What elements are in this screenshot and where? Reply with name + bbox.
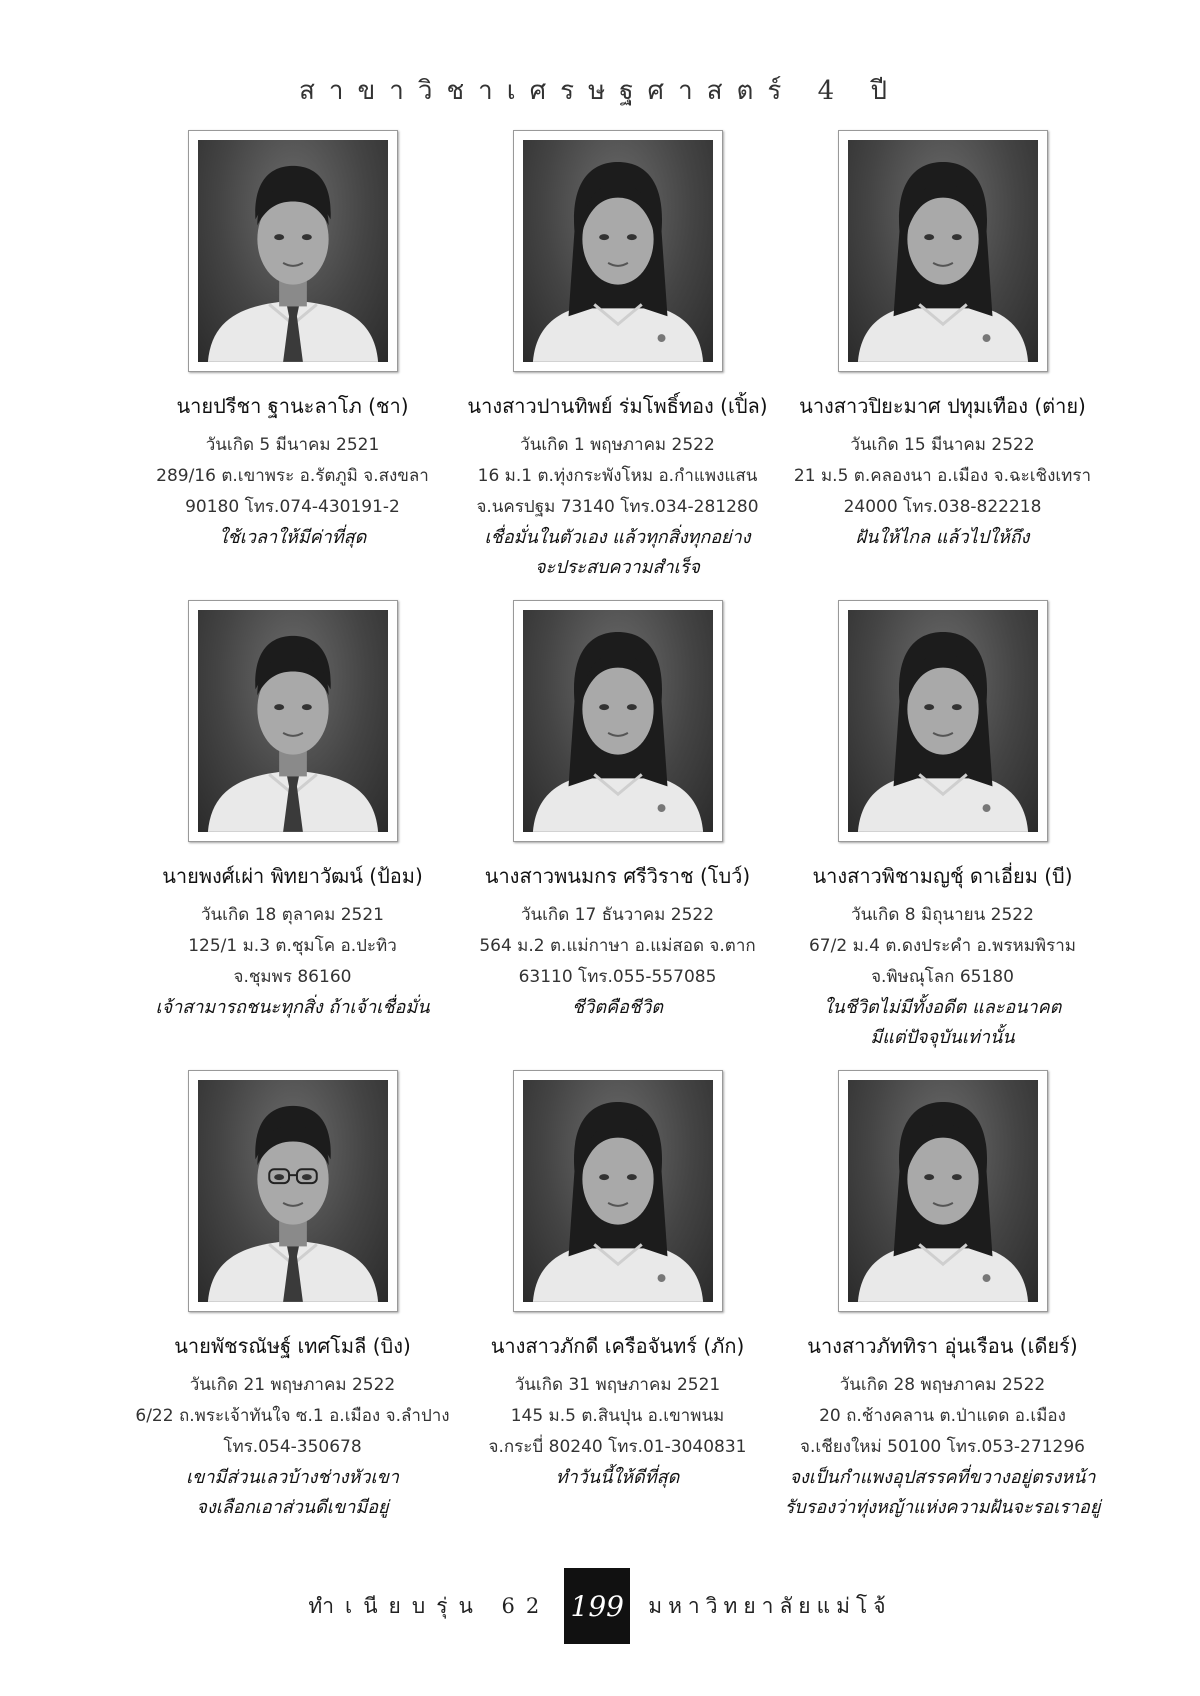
student-photo-frame bbox=[838, 1070, 1048, 1312]
student-name: นายพัชรณัษฐ์ เทศโมลี (บิง) bbox=[174, 1334, 411, 1358]
student-name: นายพงศ์เผ่า พิทยาวัฒน์ (ป้อม) bbox=[162, 864, 423, 888]
student-address bbox=[135, 1401, 449, 1463]
student-address-line: 145 ม.5 ต.สินปุน อ.เขาพนม bbox=[510, 1406, 725, 1426]
portrait-silhouette bbox=[848, 140, 1038, 362]
student-motto bbox=[484, 523, 750, 583]
student-address-line: จ.เชียงใหม่ 50100 โทร.053-271296 bbox=[800, 1437, 1085, 1457]
student-grid bbox=[130, 130, 1105, 1540]
student-address-line: จ.นครปฐม 73140 โทร.034-281280 bbox=[476, 497, 759, 517]
student-address-line: 16 ม.1 ต.ทุ่งกระพังโหม อ.กำแพงแสน bbox=[477, 466, 758, 486]
student-birthdate: วันเกิด 21 พฤษภาคม 2522 bbox=[189, 1375, 396, 1395]
student-address bbox=[794, 461, 1091, 523]
student-card bbox=[455, 130, 780, 600]
student-card bbox=[455, 600, 780, 1070]
student-motto bbox=[856, 523, 1030, 553]
student-address-line: 21 ม.5 ต.คลองนา อ.เมือง จ.ฉะเชิงเทรา bbox=[793, 466, 1092, 486]
student-card bbox=[780, 1070, 1105, 1540]
student-motto-line: ทำวันนี้ให้ดีที่สุด bbox=[555, 1467, 680, 1488]
student-card bbox=[780, 130, 1105, 600]
student-motto-line: เจ้าสามารถชนะทุกสิ่ง ถ้าเจ้าเชื่อมั่น bbox=[155, 997, 430, 1018]
student-birthdate: วันเกิด 15 มีนาคม 2522 bbox=[850, 435, 1035, 455]
student-name: นางสาวภักดี เครือจันทร์ (ภัก) bbox=[490, 1334, 745, 1358]
student-photo-frame bbox=[838, 600, 1048, 842]
student-card bbox=[780, 600, 1105, 1070]
portrait-silhouette bbox=[523, 1080, 713, 1302]
portrait-silhouette bbox=[198, 610, 388, 832]
student-name: นางสาวภัททิรา อุ่นเรือน (เดียร์) bbox=[807, 1334, 1078, 1358]
student-motto bbox=[824, 993, 1062, 1053]
student-address-line: 20 ถ.ช้างคลาน ต.ป่าแดด อ.เมือง bbox=[819, 1406, 1066, 1426]
student-photo-frame bbox=[513, 130, 723, 372]
student-photo bbox=[848, 140, 1038, 362]
student-address-line: 63110 โทร.055-557085 bbox=[518, 967, 717, 987]
student-photo bbox=[198, 140, 388, 362]
student-photo bbox=[848, 1080, 1038, 1302]
student-address-line: 24000 โทร.038-822218 bbox=[843, 497, 1042, 517]
student-address-line: 125/1 ม.3 ต.ชุมโค อ.ปะทิว bbox=[188, 936, 397, 956]
student-address-line: จ.กระบี่ 80240 โทร.01-3040831 bbox=[488, 1437, 747, 1457]
student-card bbox=[455, 1070, 780, 1540]
student-address bbox=[489, 1401, 747, 1463]
student-address-line: จ.พิษณุโลก 65180 bbox=[871, 967, 1014, 987]
student-motto-line: เชื่อมั่นในตัวเอง แล้วทุกสิ่งทุกอย่าง bbox=[484, 527, 751, 548]
student-name: นางสาวปานทิพย์ ร่มโพธิ์ทอง (เปิ้ล) bbox=[467, 394, 768, 418]
student-photo bbox=[523, 610, 713, 832]
portrait-silhouette bbox=[198, 140, 388, 362]
student-address-line: โทร.054-350678 bbox=[223, 1437, 362, 1457]
student-photo bbox=[523, 1080, 713, 1302]
student-name: นางสาวพิชามญชุ์ ดาเอี่ยม (บี) bbox=[812, 864, 1073, 888]
page-title: สาขาวิชาเศรษฐศาสตร์ 4 ปี bbox=[299, 76, 901, 106]
student-photo bbox=[523, 140, 713, 362]
student-motto-line: จงเลือกเอาส่วนดีเขามีอยู่ bbox=[196, 1497, 389, 1518]
student-birthdate: วันเกิด 31 พฤษภาคม 2521 bbox=[514, 1375, 721, 1395]
student-photo bbox=[848, 610, 1038, 832]
student-photo bbox=[198, 610, 388, 832]
student-birthdate: วันเกิด 8 มิถุนายน 2522 bbox=[851, 905, 1034, 925]
student-motto bbox=[556, 1463, 680, 1493]
student-card bbox=[130, 600, 455, 1070]
student-card bbox=[130, 1070, 455, 1540]
portrait-silhouette bbox=[523, 140, 713, 362]
student-motto-line: ชีวิตคือชีวิต bbox=[572, 997, 663, 1018]
student-motto-line: ใช้เวลาให้มีค่าที่สุด bbox=[218, 527, 367, 548]
student-address bbox=[809, 931, 1076, 993]
student-motto bbox=[572, 993, 663, 1023]
portrait-silhouette bbox=[523, 610, 713, 832]
student-photo-frame bbox=[188, 130, 398, 372]
student-photo-frame bbox=[188, 1070, 398, 1312]
student-address bbox=[479, 931, 755, 993]
student-birthdate: วันเกิด 18 ตุลาคม 2521 bbox=[201, 905, 384, 925]
student-birthdate: วันเกิด 1 พฤษภาคม 2522 bbox=[520, 435, 715, 455]
student-photo-frame bbox=[838, 130, 1048, 372]
portrait-silhouette bbox=[848, 610, 1038, 832]
student-address-line: 67/2 ม.4 ต.ดงประคำ อ.พรหมพิราม bbox=[808, 936, 1077, 956]
student-motto-line: เขามีส่วนเลวบ้างช่างหัวเขา bbox=[185, 1467, 400, 1488]
student-address-line: 564 ม.2 ต.แม่กาษา อ.แม่สอด จ.ตาก bbox=[479, 936, 756, 956]
page-footer bbox=[0, 1568, 1200, 1644]
student-motto-line: จงเป็นกำแพงอุปสรรคที่ขวางอยู่ตรงหน้า bbox=[789, 1467, 1096, 1488]
student-address bbox=[800, 1401, 1085, 1463]
student-address-line: 6/22 ถ.พระเจ้าทันใจ ซ.1 อ.เมือง จ.ลำปาง bbox=[135, 1406, 450, 1426]
student-photo bbox=[198, 1080, 388, 1302]
page-number: 199 bbox=[564, 1568, 630, 1644]
student-address bbox=[476, 461, 758, 523]
student-card bbox=[130, 130, 455, 600]
student-motto-line: ฝันให้ไกล แล้วไปให้ถึง bbox=[855, 527, 1030, 548]
student-birthdate: วันเกิด 17 ธันวาคม 2522 bbox=[520, 905, 715, 925]
student-birthdate: วันเกิด 5 มีนาคม 2521 bbox=[205, 435, 380, 455]
student-photo-frame bbox=[188, 600, 398, 842]
student-address-line: 289/16 ต.เขาพระ อ.รัตภูมิ จ.สงขลา bbox=[156, 466, 429, 486]
student-motto bbox=[219, 523, 367, 553]
student-name: นางสาวปิยะมาศ ปทุมเทือง (ต่าย) bbox=[799, 394, 1086, 418]
footer-yearbook-label: ทำเนียบรุ่น 62 bbox=[308, 1593, 551, 1618]
student-address-line: 90180 โทร.074-430191-2 bbox=[185, 497, 400, 517]
student-motto-line: จะประสบความสำเร็จ bbox=[535, 557, 700, 578]
student-birthdate: วันเกิด 28 พฤษภาคม 2522 bbox=[839, 1375, 1046, 1395]
student-name: นายปรีชา ฐานะลาโภ (ชา) bbox=[176, 394, 409, 418]
student-motto-line: รับรองว่าทุ่งหญ้าแห่งความฝันจะรอเราอยู่ bbox=[784, 1497, 1101, 1518]
portrait-silhouette bbox=[198, 1080, 388, 1302]
student-motto bbox=[785, 1463, 1101, 1523]
portrait-silhouette bbox=[848, 1080, 1038, 1302]
student-address bbox=[188, 931, 397, 993]
student-address bbox=[156, 461, 429, 523]
student-name: นางสาวพนมกร ศรีวิราช (โบว์) bbox=[484, 864, 751, 888]
student-motto bbox=[155, 993, 429, 1023]
student-address-line: จ.ชุมพร 86160 bbox=[233, 967, 352, 987]
student-motto-line: มีแต่ปัจจุบันเท่านั้น bbox=[870, 1027, 1015, 1048]
footer-university-name: มหาวิทยาลัยแม่โจ้ bbox=[648, 1593, 892, 1618]
student-photo-frame bbox=[513, 1070, 723, 1312]
student-motto bbox=[186, 1463, 399, 1523]
student-motto-line: ในชีวิตไม่มีทั้งอดีต และอนาคต bbox=[823, 997, 1062, 1018]
student-photo-frame bbox=[513, 600, 723, 842]
